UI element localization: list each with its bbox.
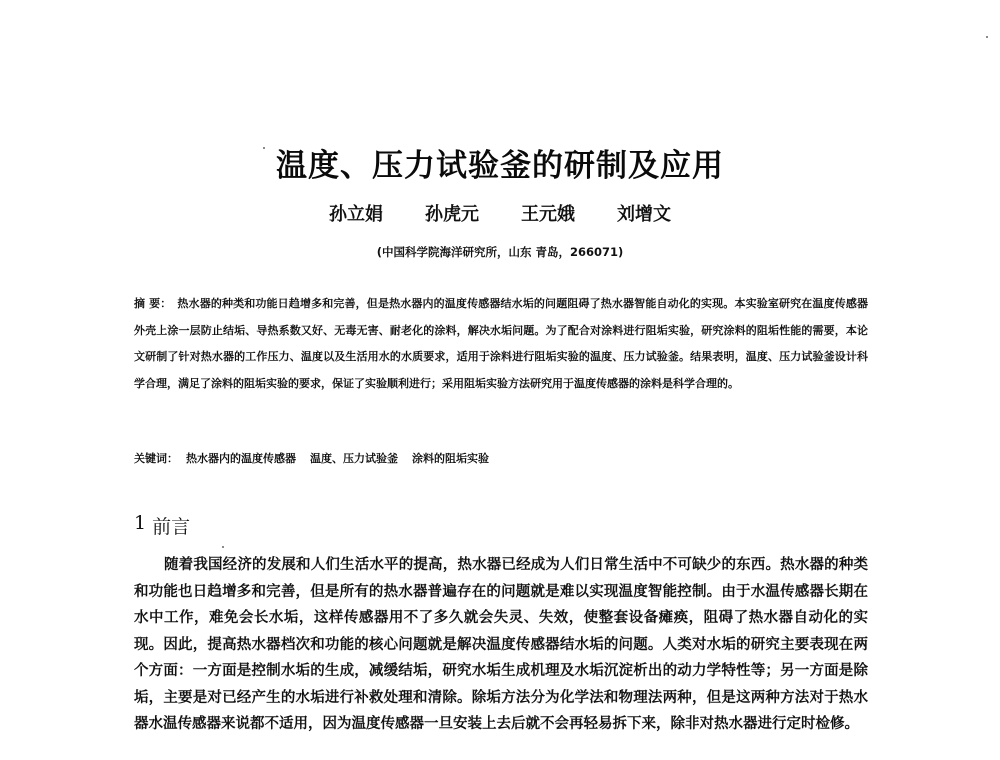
- keyword-list: [186, 450, 489, 466]
- keyword-item: 温度、压力试验釜: [310, 452, 398, 465]
- abstract: [134, 291, 868, 397]
- author-affiliation: (中国科学院海洋研究所，山东 青岛，266071): [376, 245, 624, 259]
- paper-title: 温度、压力试验釜的研制及应用: [276, 148, 724, 184]
- keyword-item: 涂料的阻垢实验: [412, 452, 489, 465]
- keywords-label: 关键词：: [134, 452, 178, 465]
- scan-speck: [986, 36, 988, 38]
- section-heading: [134, 512, 190, 539]
- scan-speck: [222, 546, 224, 548]
- abstract-label: 摘 要：: [134, 297, 172, 310]
- abstract-text: 热水器的种类和功能日趋增多和完善，但是热水器内的温度传感器结水垢的问题阻碍了热水器智能自动化的实现。本实验室研究在温度传感器外壳上涂一层防止结垢、导热系数又好、无毒无害、耐老化的涂料，解决水垢问题。为了配合对涂料进行阻垢实验，研究涂料的阻垢性能的需要，本论文研制了针对热水器的工作压力、温度以及生活用水的水质要求，适用于涂料进行阻垢实验的温度、压力试验釜。结果表明，温度、压力试验釜设计科学合理，满足了涂料的阻垢实验的要求，保证了实验顺利进行；采用阻垢实验方法研究用于温度传感器的涂料是科学合理的。: [134, 297, 868, 390]
- author-list: [0, 200, 1000, 226]
- author-name: 孙立娟: [329, 204, 383, 225]
- author-name: 孙虎元: [425, 204, 479, 225]
- section-title: 前言: [152, 516, 191, 538]
- keywords: [134, 450, 868, 466]
- author-name: 王元娥: [521, 204, 575, 225]
- keyword-item: 热水器内的温度传感器: [186, 452, 296, 465]
- section-number: 1: [134, 512, 147, 534]
- author-name: 刘增文: [617, 204, 671, 225]
- section-paragraph: 随着我国经济的发展和人们生活水平的提高，热水器已经成为人们日常生活中不可缺少的东西。热水器的种类和功能也日趋增多和完善，但是所有的热水器普遍存在的问题就是难以实现温度智能控制。由于水温传感器长期在水中工作，难免会长水垢，这样传感器用不了多久就会失灵、失效，使整套设备瘫痪，阻碍了热水器自动化的实现。因此，提高热水器档次和功能的核心问题就是解决温度传感器结水垢的问题。人类对水垢的研究主要表现在两个方面：一方面是控制水垢的生成，减缓结垢，研究水垢生成机理及水垢沉淀析出的动力学特性等；另一方面是除垢，主要是对已经产生的水垢进行补救处理和清除。除垢方法分为化学法和物理法两种，但是这两种方法对于热水器水温传感器来说都不适用，因为温度传感器一旦安装上去后就不会再轻易拆下来，除非对热水器进行定时检修。: [134, 557, 868, 732]
